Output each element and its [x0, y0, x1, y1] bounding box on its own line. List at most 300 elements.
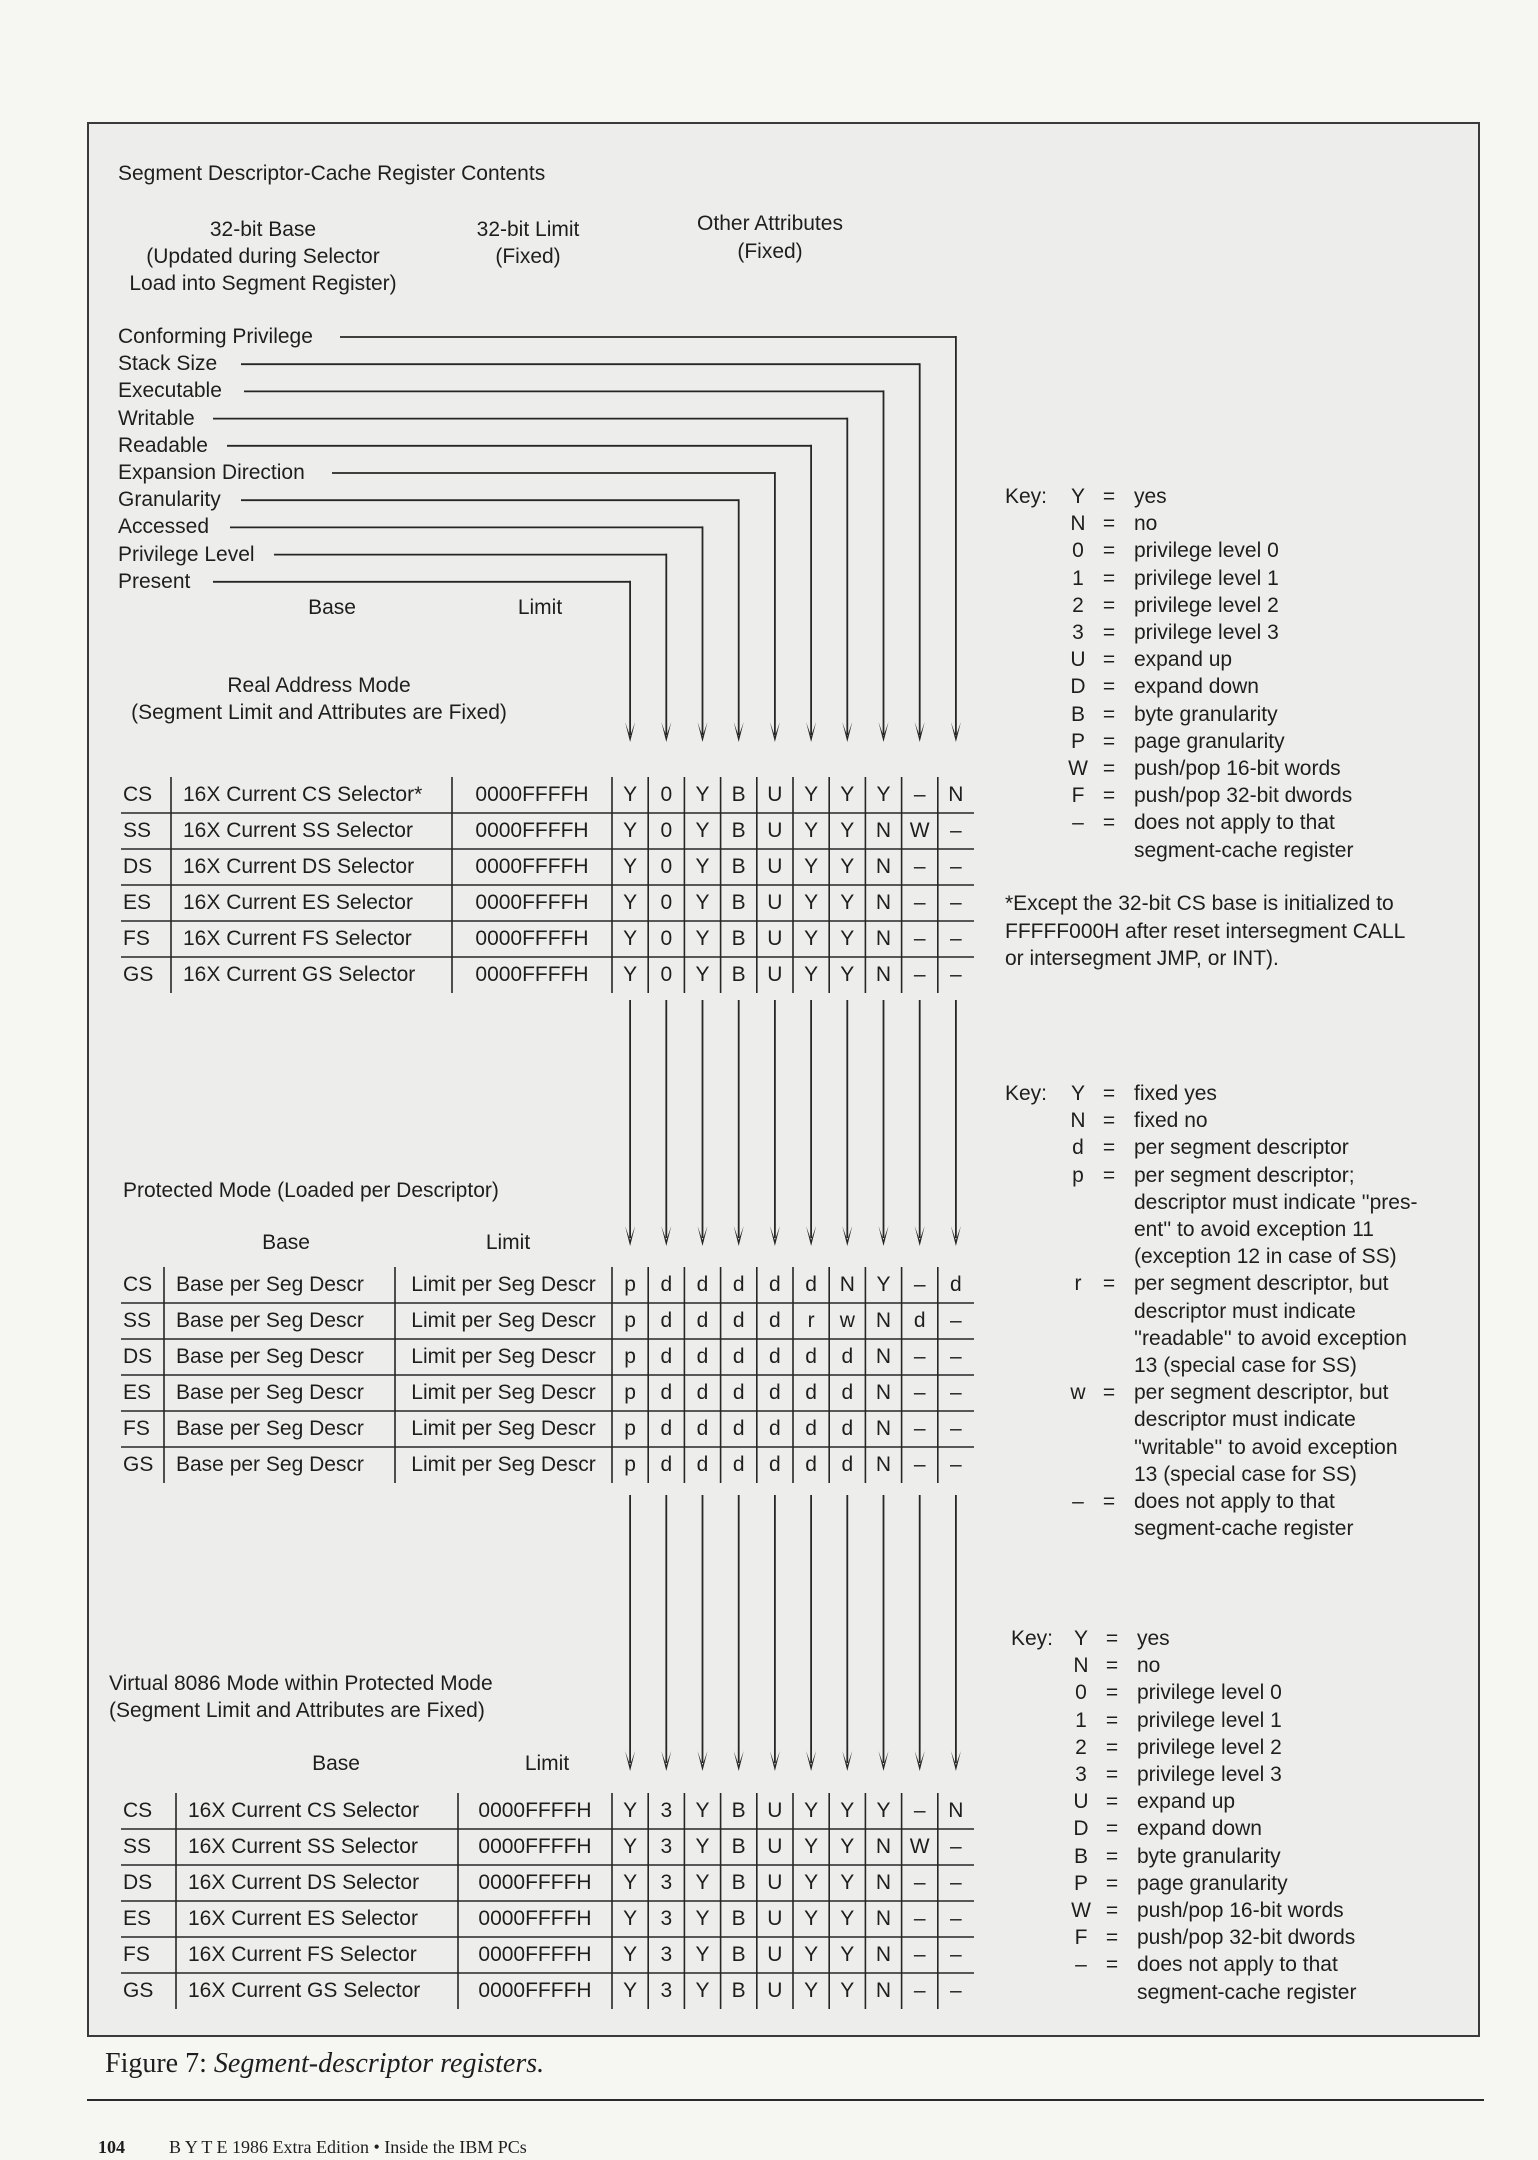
base-value: 16X Current CS Selector — [188, 1799, 420, 1822]
attribute-value: d — [913, 1309, 926, 1332]
equals-sign: = — [1102, 675, 1116, 699]
attribute-value: Y — [840, 1871, 855, 1894]
equals-sign: = — [1102, 811, 1116, 835]
attribute-value: d — [660, 1453, 673, 1476]
attribute-value: d — [769, 1381, 781, 1404]
attribute-value: Y — [840, 927, 855, 950]
real-mode-title: Real Address Mode — [227, 674, 411, 697]
base-value: 16X Current GS Selector — [183, 963, 416, 986]
attribute-value: U — [767, 1979, 783, 2002]
key-symbol: U — [1073, 1790, 1089, 1814]
key-description: privilege level 3 — [1134, 621, 1279, 644]
attribute-value: U — [767, 891, 783, 914]
equals-sign: = — [1102, 1136, 1116, 1160]
attribute-value: Y — [804, 891, 819, 914]
key-symbol: W — [1068, 757, 1088, 780]
limit-value: 0000FFFFH — [475, 819, 589, 842]
key-description: privilege level 3 — [1137, 1763, 1282, 1786]
attribute-value: – — [913, 1979, 926, 2002]
attribute-value: Y — [804, 855, 819, 878]
attribute-value: 0 — [660, 927, 673, 950]
attribute-value: – — [950, 1345, 962, 1368]
base-value: Base per Seg Descr — [176, 1345, 364, 1368]
equals-sign: = — [1105, 1817, 1119, 1841]
key-symbol: 2 — [1072, 593, 1084, 617]
key-description: ''readable'' to avoid exception — [1134, 1326, 1407, 1350]
register-name: FS — [123, 1943, 150, 1966]
attribute-value: d — [769, 1345, 781, 1368]
attribute-value: Y — [623, 927, 638, 950]
equals-sign: = — [1105, 1681, 1119, 1705]
key-description: expand up — [1134, 648, 1233, 672]
attribute-value: d — [696, 1417, 709, 1440]
attribute-value: Y — [695, 783, 710, 806]
attribute-label: Privilege Level — [118, 542, 255, 566]
attribute-value: Y — [804, 819, 819, 842]
equals-sign: = — [1105, 1790, 1119, 1814]
key-symbol: P — [1073, 1871, 1089, 1895]
attribute-value: d — [805, 1273, 817, 1296]
attribute-value: Y — [840, 1907, 855, 1930]
limit-value: Limit per Seg Descr — [411, 1345, 596, 1368]
attribute-value: N — [875, 1907, 892, 1930]
attribute-value: 3 — [660, 1943, 673, 1966]
key-description: byte granularity — [1134, 702, 1278, 726]
attribute-value: – — [913, 1943, 926, 1966]
caption-text: Segment-descriptor registers. — [213, 2048, 545, 2079]
key-label: Key: — [1011, 1627, 1054, 1650]
header-limit: (Fixed) — [495, 245, 561, 268]
attribute-value: – — [913, 1907, 926, 1930]
limit-value: 0000FFFFH — [475, 783, 589, 806]
attribute-value: U — [767, 819, 783, 842]
attribute-value: – — [950, 819, 962, 842]
key-symbol: Y — [1073, 1627, 1089, 1650]
attribute-value: d — [805, 1453, 817, 1476]
attribute-value: N — [948, 1799, 964, 1822]
key-description: does not apply to that — [1134, 1490, 1335, 1513]
attribute-label: Granularity — [118, 488, 221, 512]
register-name: DS — [123, 1345, 153, 1368]
attribute-value: Y — [623, 1799, 638, 1822]
attribute-label: Expansion Direction — [118, 461, 305, 484]
key-description: fixed no — [1134, 1109, 1208, 1133]
key-description: privilege level 0 — [1134, 539, 1279, 563]
attribute-value: Y — [840, 783, 855, 806]
attribute-value: N — [948, 783, 964, 806]
attribute-value: 0 — [660, 855, 673, 878]
attribute-value: d — [805, 1417, 817, 1440]
attribute-value: Y — [695, 1835, 710, 1858]
attribute-value: B — [731, 963, 746, 986]
key-symbol: – — [1075, 1953, 1087, 1977]
key-symbol: 2 — [1075, 1735, 1087, 1759]
attribute-value: Y — [840, 1979, 855, 2002]
attribute-value: 0 — [660, 891, 673, 914]
register-name: DS — [123, 855, 153, 878]
limit-value: Limit per Seg Descr — [411, 1309, 596, 1332]
attribute-value: N — [875, 891, 892, 914]
key-description: 13 (special case for SS) — [1134, 1462, 1357, 1486]
key-symbol: – — [1072, 811, 1084, 835]
limit-value: 0000FFFFH — [475, 927, 589, 950]
key-description: push/pop 16-bit words — [1134, 757, 1341, 780]
base-value: 16X Current FS Selector — [188, 1943, 417, 1966]
attribute-value: Y — [623, 1907, 638, 1930]
equals-sign: = — [1102, 729, 1116, 753]
attribute-value: d — [660, 1273, 673, 1296]
attribute-value: – — [913, 1453, 926, 1476]
base-value: 16X Current SS Selector — [188, 1835, 418, 1858]
key-label: Key: — [1005, 1082, 1048, 1105]
key-description: no — [1134, 512, 1158, 536]
equals-sign: = — [1102, 702, 1116, 726]
attribute-value: Y — [804, 1979, 819, 2002]
base-value: 16X Current FS Selector — [183, 927, 412, 950]
equals-sign: = — [1102, 1082, 1116, 1105]
equals-sign: = — [1102, 539, 1116, 563]
attribute-value: Y — [695, 1907, 710, 1930]
divider — [87, 2099, 1484, 2101]
key-description: yes — [1137, 1627, 1170, 1650]
base-column-label: Base — [312, 1752, 360, 1775]
attribute-value: p — [624, 1417, 636, 1440]
limit-value: Limit per Seg Descr — [411, 1273, 596, 1296]
attribute-value: d — [732, 1273, 745, 1296]
attribute-value: N — [875, 1835, 892, 1858]
limit-value: Limit per Seg Descr — [411, 1453, 596, 1476]
attribute-value: Y — [695, 819, 710, 842]
attribute-value: U — [767, 1799, 783, 1822]
key-symbol: B — [1073, 1844, 1089, 1868]
attribute-value: – — [950, 1309, 962, 1332]
equals-sign: = — [1102, 593, 1116, 617]
base-column-label: Base — [308, 596, 356, 619]
attribute-value: U — [767, 963, 783, 986]
attribute-value: N — [875, 1345, 892, 1368]
equals-sign: = — [1102, 512, 1116, 536]
attribute-value: Y — [804, 927, 819, 950]
attribute-value: B — [731, 891, 746, 914]
key-description: per segment descriptor, but — [1134, 1272, 1389, 1296]
key-description: segment-cache register — [1137, 1980, 1357, 2004]
attribute-value: B — [731, 1871, 746, 1894]
limit-value: 0000FFFFH — [478, 1871, 592, 1894]
attribute-value: N — [875, 819, 892, 842]
attribute-value: – — [913, 1799, 926, 1822]
attribute-value: d — [732, 1309, 745, 1332]
attribute-value: 3 — [660, 1907, 673, 1930]
key-description: privilege level 2 — [1137, 1735, 1282, 1759]
attribute-value: 0 — [660, 963, 673, 986]
key-description: privilege level 1 — [1134, 566, 1279, 590]
attribute-value: d — [696, 1273, 709, 1296]
key-description: page granularity — [1137, 1871, 1288, 1895]
attribute-value: N — [875, 1943, 892, 1966]
equals-sign: = — [1102, 1490, 1116, 1513]
attribute-value: – — [913, 1417, 926, 1440]
attribute-label: Writable — [118, 406, 195, 430]
attribute-value: N — [875, 1979, 892, 2002]
register-name: ES — [123, 1381, 152, 1404]
register-name: CS — [123, 783, 153, 806]
register-name: SS — [123, 1309, 152, 1332]
limit-value: Limit per Seg Descr — [411, 1381, 596, 1404]
attribute-label: Accessed — [118, 515, 210, 539]
header-limit: 32-bit Limit — [476, 218, 580, 241]
attribute-value: – — [950, 1417, 962, 1440]
attribute-value: 3 — [660, 1979, 673, 2002]
register-name: GS — [123, 963, 154, 986]
footnote: FFFFF000H after reset intersegment CALL — [1005, 919, 1406, 943]
key-symbol: B — [1070, 702, 1086, 726]
attribute-value: B — [731, 819, 746, 842]
limit-column-label: Limit — [524, 1752, 570, 1775]
attribute-value: B — [731, 927, 746, 950]
key-symbol: – — [1072, 1490, 1084, 1513]
equals-sign: = — [1102, 1381, 1116, 1405]
attribute-value: p — [624, 1381, 636, 1404]
attribute-value: – — [950, 1453, 962, 1476]
equals-sign: = — [1105, 1708, 1119, 1732]
base-value: 16X Current GS Selector — [188, 1979, 421, 2002]
figure-caption — [105, 2048, 544, 2080]
key-description: expand up — [1137, 1790, 1236, 1814]
attribute-value: d — [732, 1417, 745, 1440]
attribute-value: N — [839, 1273, 855, 1296]
attribute-value: N — [875, 927, 892, 950]
equals-sign: = — [1105, 1926, 1119, 1950]
equals-sign: = — [1102, 566, 1116, 590]
register-name: CS — [123, 1799, 153, 1822]
attribute-value: – — [913, 855, 926, 878]
key-description: no — [1137, 1654, 1161, 1678]
header-other-attributes: Other Attributes — [697, 212, 843, 235]
attribute-value: d — [732, 1345, 745, 1368]
attribute-value: Y — [804, 1907, 819, 1930]
base-value: 16X Current CS Selector* — [183, 783, 423, 806]
key-description: descriptor must indicate — [1134, 1299, 1356, 1323]
key-symbol: 1 — [1075, 1708, 1087, 1732]
key-description: (exception 12 in case of SS) — [1134, 1245, 1397, 1269]
key-description: expand down — [1137, 1817, 1262, 1841]
attribute-value: Y — [623, 819, 638, 842]
attribute-value: 3 — [660, 1799, 673, 1822]
virtual-mode-title: Virtual 8086 Mode within Protected Mode — [109, 1672, 493, 1695]
attribute-value: B — [731, 1799, 746, 1822]
limit-value: 0000FFFFH — [478, 1799, 592, 1822]
attribute-value: N — [875, 963, 892, 986]
base-value: Base per Seg Descr — [176, 1417, 364, 1440]
register-name: CS — [123, 1273, 153, 1296]
attribute-value: d — [660, 1381, 673, 1404]
header-base: Load into Segment Register) — [129, 272, 397, 295]
key-symbol: N — [1073, 1654, 1089, 1678]
key-description: descriptor must indicate ''pres- — [1134, 1190, 1418, 1214]
equals-sign: = — [1105, 1735, 1119, 1759]
key-symbol: U — [1070, 648, 1086, 672]
attribute-value: – — [913, 891, 926, 914]
attribute-value: N — [875, 1381, 892, 1404]
attribute-value: N — [875, 855, 892, 878]
caption-label: Figure 7: — [105, 2048, 207, 2079]
attribute-value: W — [909, 819, 930, 842]
attribute-value: – — [913, 1345, 926, 1368]
key-symbol: D — [1073, 1817, 1089, 1841]
equals-sign: = — [1102, 784, 1116, 808]
key-symbol: D — [1070, 675, 1086, 699]
attribute-value: d — [660, 1417, 673, 1440]
attribute-value: d — [696, 1453, 709, 1476]
register-name: SS — [123, 819, 152, 842]
limit-column-label: Limit — [517, 596, 563, 619]
register-name: GS — [123, 1453, 154, 1476]
attribute-value: d — [805, 1345, 817, 1368]
key-description: privilege level 2 — [1134, 593, 1279, 617]
equals-sign: = — [1102, 1109, 1116, 1133]
attribute-value: p — [624, 1345, 636, 1368]
header-base: (Updated during Selector — [146, 245, 380, 268]
footnote: *Except the 32-bit CS base is initialized to — [1005, 892, 1394, 915]
key-description: privilege level 0 — [1137, 1681, 1282, 1705]
attribute-value: N — [875, 1871, 892, 1894]
attribute-value: Y — [623, 783, 638, 806]
attribute-value: – — [913, 927, 926, 950]
key-description: fixed yes — [1134, 1082, 1217, 1105]
attribute-value: B — [731, 855, 746, 878]
publication-name: B Y T E 1986 Extra Edition • Inside the IBM PCs — [169, 2137, 527, 2157]
limit-column-label: Limit — [485, 1231, 531, 1254]
base-value: Base per Seg Descr — [176, 1381, 364, 1404]
key-description: segment-cache register — [1134, 1517, 1354, 1541]
attribute-label: Present — [118, 569, 191, 593]
attribute-value: Y — [623, 963, 638, 986]
attribute-value: 0 — [660, 783, 673, 806]
attribute-value: d — [696, 1309, 709, 1332]
key-description: per segment descriptor, but — [1134, 1381, 1389, 1405]
equals-sign: = — [1105, 1844, 1119, 1868]
attribute-value: d — [769, 1453, 781, 1476]
attribute-value: Y — [623, 891, 638, 914]
attribute-value: Y — [840, 891, 855, 914]
attribute-value: Y — [876, 1273, 891, 1296]
attribute-value: 0 — [660, 819, 673, 842]
attribute-value: Y — [876, 1799, 891, 1822]
page-footer — [98, 2137, 527, 2158]
key-description: per segment descriptor; — [1134, 1163, 1355, 1187]
equals-sign: = — [1105, 1953, 1119, 1977]
attribute-value: Y — [695, 891, 710, 914]
figure-title: Segment Descriptor-Cache Register Contents — [118, 162, 546, 185]
limit-value: Limit per Seg Descr — [411, 1417, 596, 1440]
limit-value: 0000FFFFH — [475, 891, 589, 914]
attribute-value: Y — [840, 963, 855, 986]
attribute-value: – — [950, 1943, 962, 1966]
attribute-value: d — [769, 1309, 781, 1332]
attribute-value: – — [950, 1907, 962, 1930]
attribute-value: Y — [695, 1979, 710, 2002]
attribute-value: U — [767, 1871, 783, 1894]
key-symbol: N — [1070, 512, 1086, 536]
attribute-value: U — [767, 855, 783, 878]
base-value: 16X Current ES Selector — [188, 1907, 418, 1930]
attribute-value: p — [624, 1273, 636, 1296]
attribute-value: – — [950, 891, 962, 914]
attribute-label: Conforming Privilege — [118, 325, 313, 348]
virtual-mode-title: (Segment Limit and Attributes are Fixed) — [109, 1699, 485, 1722]
attribute-value: p — [624, 1309, 636, 1332]
key-description: push/pop 32-bit dwords — [1137, 1926, 1356, 1950]
attribute-value: Y — [695, 927, 710, 950]
attribute-value: B — [731, 1907, 746, 1930]
register-name: ES — [123, 1907, 152, 1930]
register-name: DS — [123, 1871, 153, 1894]
equals-sign: = — [1102, 648, 1116, 672]
attribute-value: d — [732, 1381, 745, 1404]
attribute-value: – — [950, 1381, 962, 1404]
base-value: 16X Current DS Selector — [183, 855, 415, 878]
attribute-value: – — [913, 1381, 926, 1404]
attribute-value: U — [767, 1907, 783, 1930]
key-description: ent'' to avoid exception 11 — [1134, 1218, 1374, 1241]
key-symbol: 0 — [1072, 539, 1084, 563]
attribute-value: Y — [840, 819, 855, 842]
key-description: privilege level 1 — [1137, 1708, 1282, 1732]
base-value: 16X Current SS Selector — [183, 819, 413, 842]
key-description: segment-cache register — [1134, 838, 1354, 862]
key-symbol: P — [1070, 729, 1086, 753]
equals-sign: = — [1105, 1871, 1119, 1895]
attribute-value: – — [950, 1979, 962, 2002]
key-symbol: Y — [1070, 1082, 1086, 1105]
protected-mode-title: Protected Mode (Loaded per Descriptor) — [123, 1179, 499, 1202]
attribute-value: Y — [623, 1871, 638, 1894]
equals-sign: = — [1102, 757, 1116, 780]
key-description: ''writable'' to avoid exception — [1134, 1435, 1398, 1459]
attribute-value: Y — [623, 1979, 638, 2002]
limit-value: 0000FFFFH — [478, 1943, 592, 1966]
attribute-value: d — [660, 1345, 673, 1368]
equals-sign: = — [1102, 1272, 1116, 1296]
key-description: page granularity — [1134, 729, 1285, 753]
attribute-value: Y — [804, 783, 819, 806]
attribute-value: r — [807, 1309, 815, 1332]
attribute-value: d — [950, 1273, 962, 1296]
attribute-value: p — [624, 1453, 636, 1476]
register-name: GS — [123, 1979, 154, 2002]
attribute-value: – — [950, 1871, 962, 1894]
attribute-value: – — [950, 1835, 962, 1858]
header-base: 32-bit Base — [209, 218, 317, 241]
attribute-value: Y — [804, 963, 819, 986]
attribute-value: d — [841, 1417, 854, 1440]
attribute-value: U — [767, 1943, 783, 1966]
attribute-value: Y — [840, 1799, 855, 1822]
key-symbol: 3 — [1072, 621, 1084, 644]
key-symbol: d — [1072, 1136, 1084, 1160]
key-symbol: 0 — [1075, 1681, 1087, 1705]
attribute-value: Y — [695, 1871, 710, 1894]
base-value: Base per Seg Descr — [176, 1273, 364, 1296]
key-description: 13 (special case for SS) — [1134, 1354, 1357, 1377]
limit-value: 0000FFFFH — [475, 855, 589, 878]
key-label: Key: — [1005, 485, 1048, 508]
key-description: push/pop 32-bit dwords — [1134, 784, 1353, 808]
base-column-label: Base — [262, 1231, 310, 1254]
key-symbol: 1 — [1072, 566, 1084, 590]
attribute-value: d — [841, 1381, 854, 1404]
attribute-value: – — [913, 783, 926, 806]
